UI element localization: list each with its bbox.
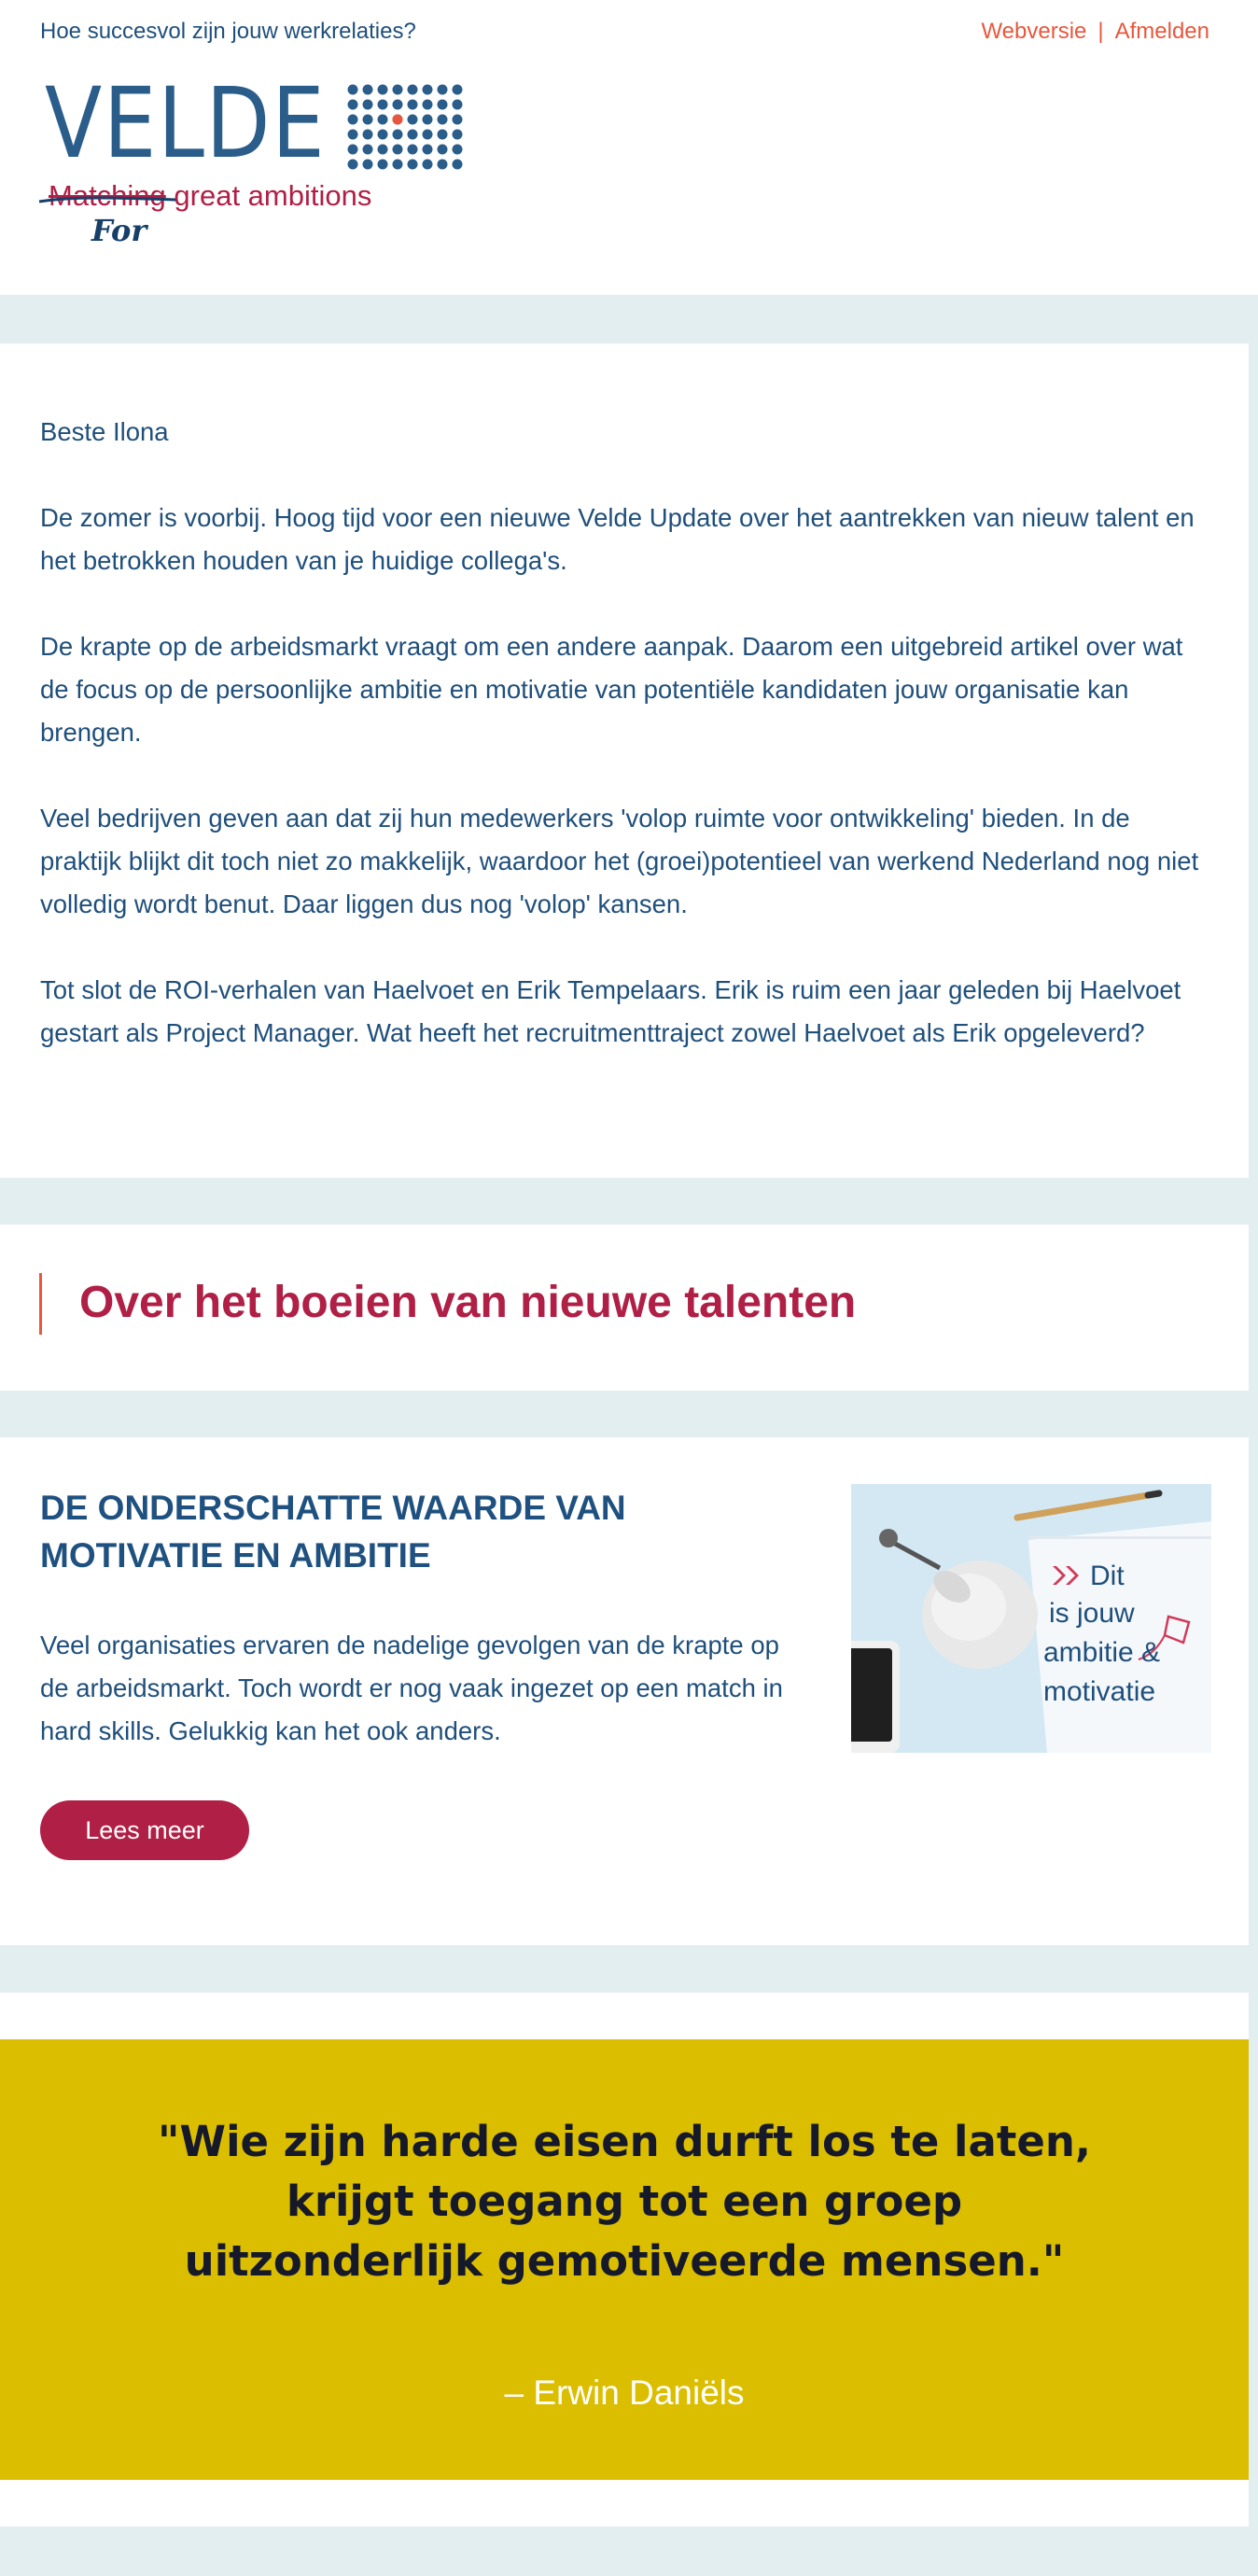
logo-wordmark: VELDE: [45, 66, 327, 180]
preheader-text: Hoe succesvol zijn jouw werkrelaties?: [40, 19, 416, 44]
quote-card: [0, 1993, 1249, 2527]
intro-paragraph: De zomer is voorbij. Hoog tijd voor een nieuwe Velde Update over het aantrekken van nieuw talent en het betrokken houden van je huidige collega's.: [40, 503, 1195, 575]
article-illustration: [851, 1484, 1211, 1753]
image-caption-line2: is jouw: [1049, 1598, 1135, 1629]
article-summary: Veel organisaties ervaren de nadelige gevolgen van de krapte op de arbeidsmarkt. Toch wordt er nog vaak ingezet op een match in hard skills. Gelukkig kan het ook anders.: [40, 1631, 783, 1745]
intro-card: [0, 343, 1249, 1178]
logo-tagline-text: great ambitions: [165, 179, 372, 212]
phone-icon: [851, 1641, 900, 1753]
image-caption-line4: motivatie: [1043, 1676, 1156, 1707]
logo-struck-word: Matching: [49, 179, 166, 212]
logo-handwritten-for: For: [91, 213, 147, 248]
top-links: [981, 19, 1209, 45]
quote-box: [0, 2039, 1249, 2480]
article-image[interactable]: [851, 1484, 1211, 1753]
email-header: [0, 0, 1258, 295]
section-accent-bar: [39, 1273, 42, 1335]
logo-dot-grid-icon: [347, 84, 467, 174]
quote-text: "Wie zijn harde eisen durft los te laten, krijgt toegang tot een groep uitzonderlijk gemotiveerde mensen.": [157, 2117, 1092, 2286]
unsubscribe-link[interactable]: Afmelden: [1114, 19, 1209, 44]
velde-logo[interactable]: [37, 66, 448, 252]
read-more-button[interactable]: Lees meer: [40, 1800, 249, 1860]
article-card: [0, 1437, 1249, 1945]
section-heading-card: [0, 1225, 1249, 1391]
web-version-link[interactable]: Webversie: [981, 19, 1087, 44]
quote-author: – Erwin Daniëls: [504, 2373, 745, 2412]
intro-paragraph: De krapte op de arbeidsmarkt vraagt om een andere aanpak. Daarom een uitgebreid artikel over wat de focus op de persoonlijke ambitie en motivatie van potentiële kandidaten jouw organisatie kan brengen.: [40, 632, 1183, 747]
section-title: Over het boeien van nieuwe talenten: [79, 1278, 857, 1327]
image-caption-line3: ambitie &: [1043, 1637, 1161, 1668]
intro-paragraph: Tot slot de ROI-verhalen van Haelvoet en Erik Tempelaars. Erik is ruim een jaar geleden bij Haelvoet gestart als Project Manager. Wat heeft het recruitmenttraject zowel Haelvoet als Erik opgeleverd?: [40, 975, 1181, 1047]
image-caption-line1: Dit: [1090, 1561, 1125, 1591]
intro-paragraph: Veel bedrijven geven aan dat zij hun medewerkers 'volop ruimte voor ontwikkeling' bieden. In de praktijk blijkt dit toch niet zo makkelijk, waardoor het (groei)potentieel van werkend Nederland nog niet volledig wordt benut. Daar liggen dus nog 'volop' kansen.: [40, 804, 1199, 918]
greeting: Beste Ilona: [40, 417, 169, 446]
article-title[interactable]: DE ONDERSCHATTE WAARDE VAN MOTIVATIE EN AMBITIE: [40, 1489, 626, 1575]
link-separator: |: [1097, 19, 1104, 44]
